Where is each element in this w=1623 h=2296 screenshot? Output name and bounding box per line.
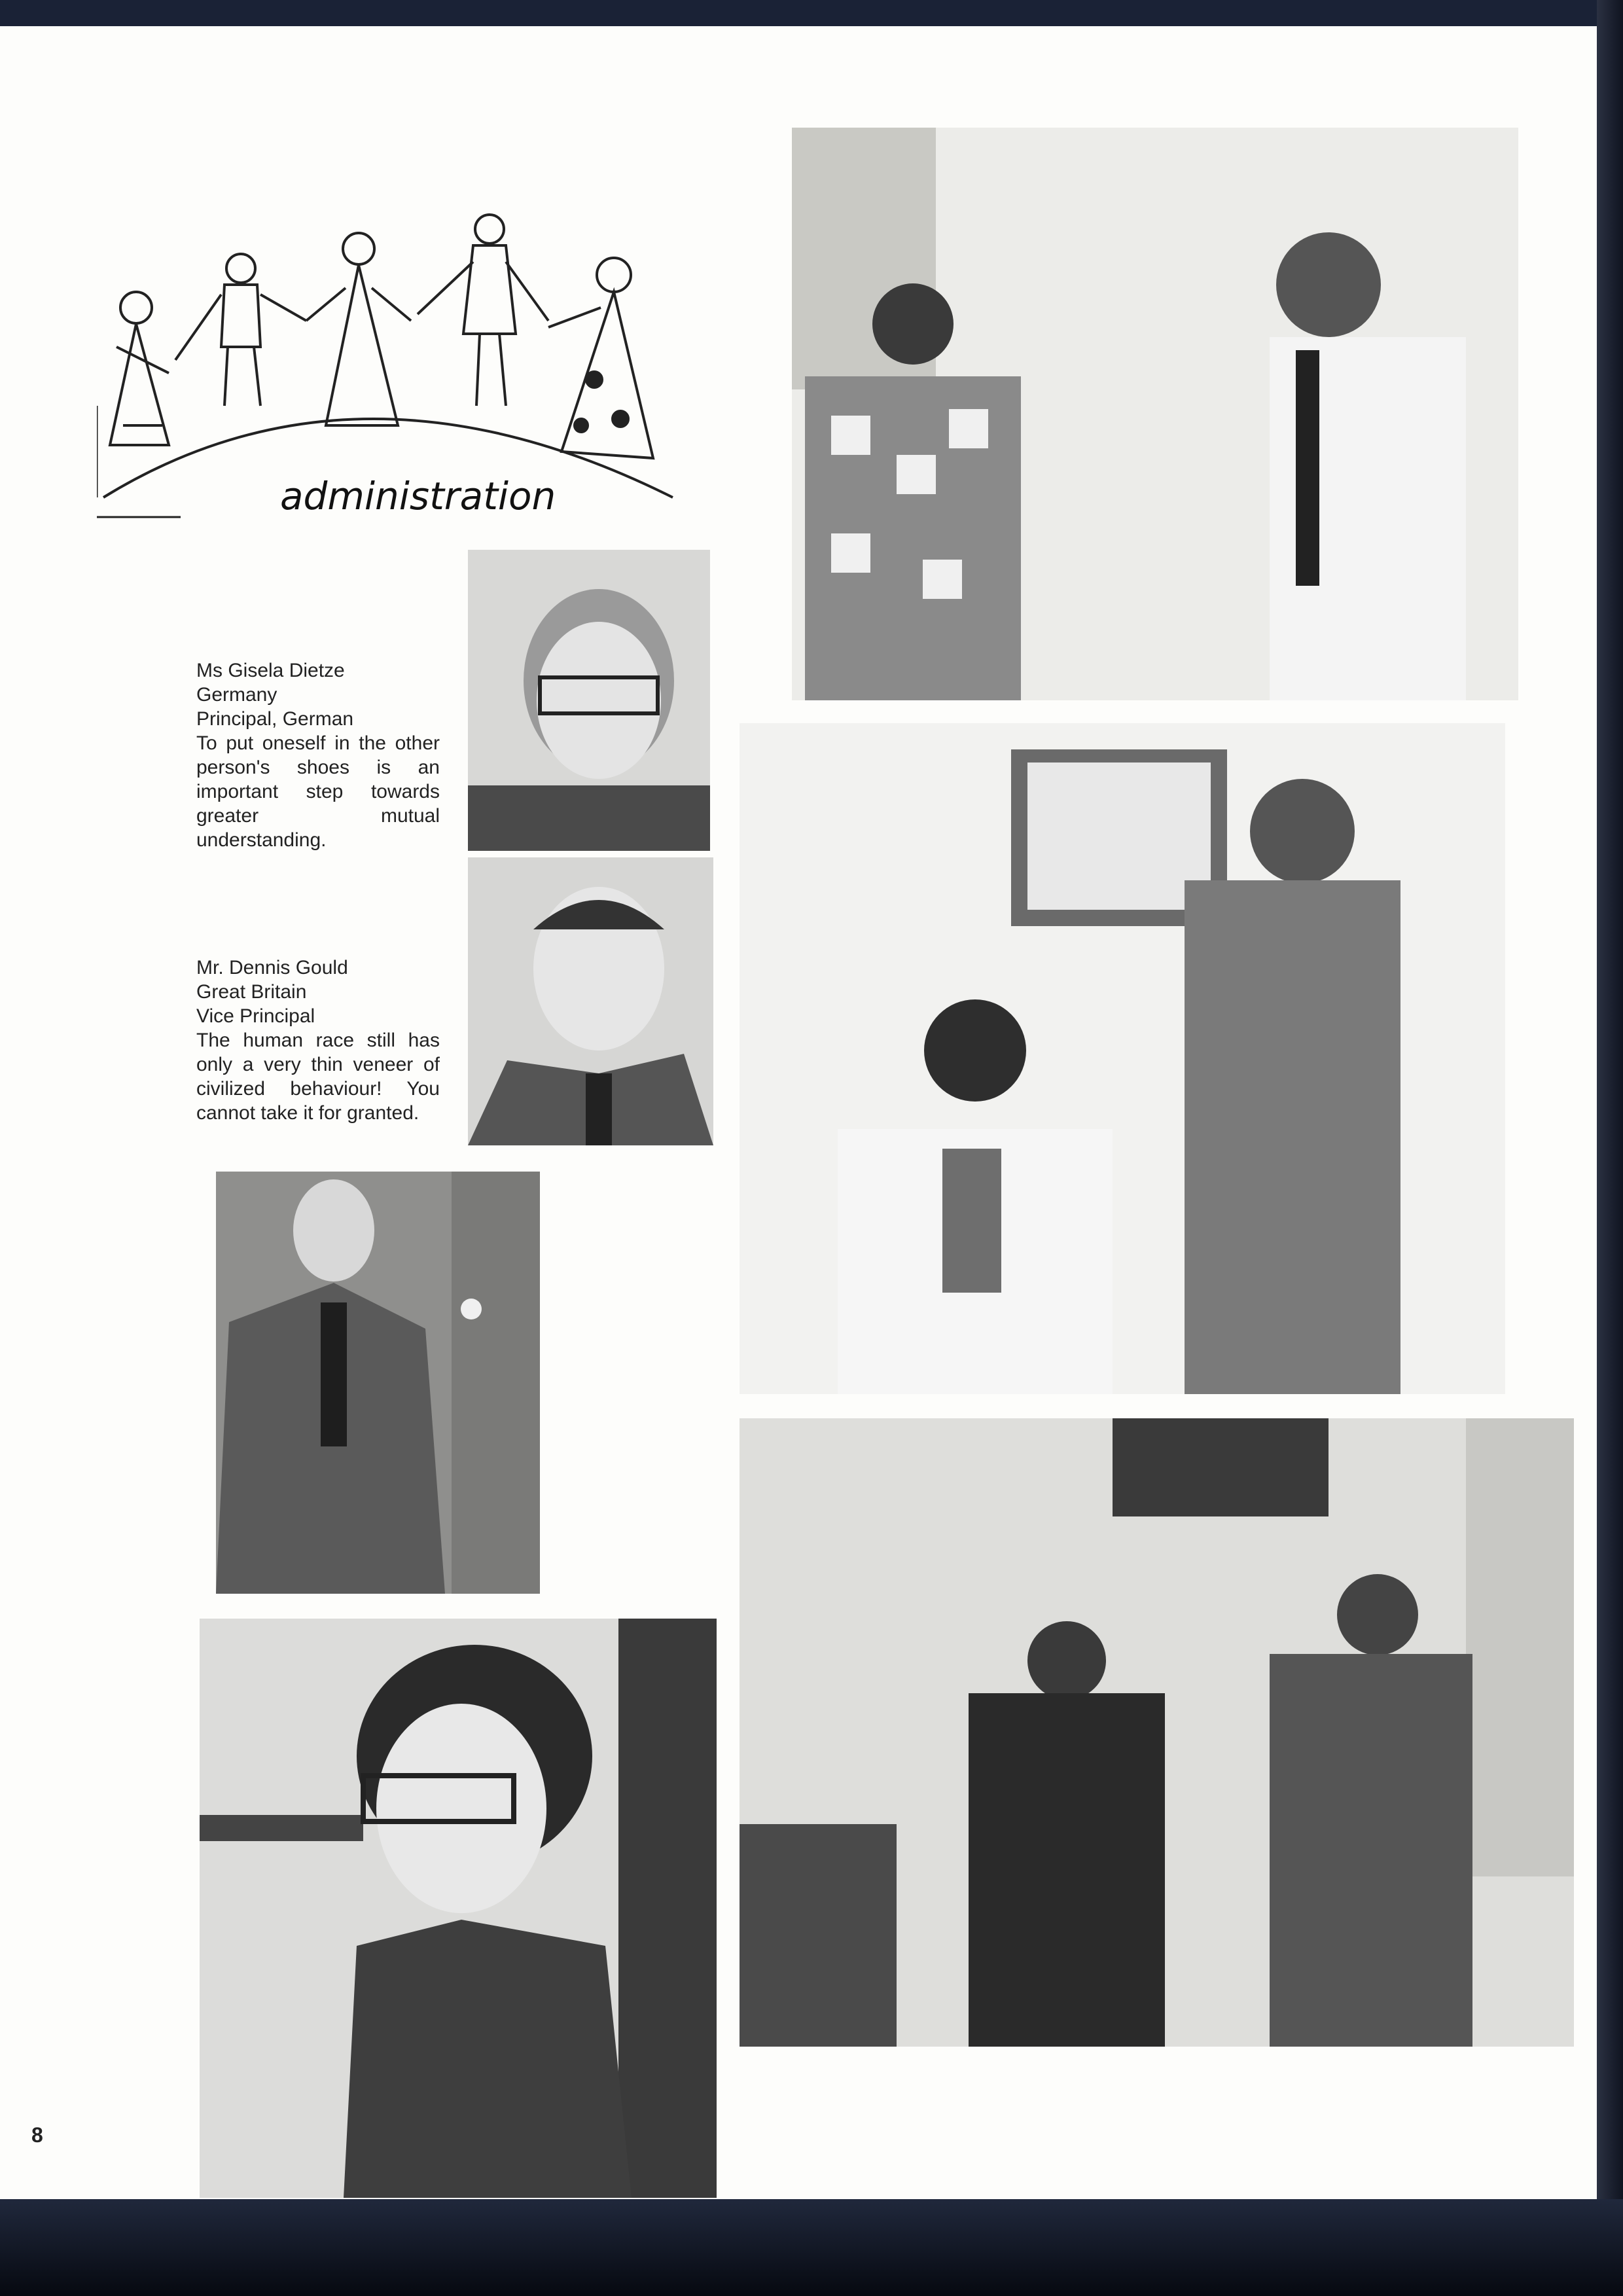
drawn-child-5 [548,258,653,458]
page-number: 8 [31,2123,43,2147]
staff-quote: To put oneself in the other person's shoes is an important step towards greater mutual understanding. [196,732,440,851]
photo-desk-scene [740,723,1505,1394]
photo-woman-glasses [200,1619,717,2198]
staff-name: Mr. Dennis Gould [196,957,348,978]
photo-map-wall [792,128,1518,700]
portrait-gisela-dietze [468,550,710,851]
caption-gisela-dietze [196,658,440,852]
staff-quote: The human race still has only a very thin veneer of civilized behaviour! You cannot take it for granted. [196,1030,440,1124]
drawn-child-2 [175,254,306,406]
section-heading: administration [280,474,556,518]
heading-illustration [97,209,699,537]
caption-dennis-gould [196,956,440,1125]
drawn-child-3 [306,233,411,425]
drawn-child-4 [418,215,548,406]
portrait-dennis-gould [468,857,713,1145]
children-drawing [97,209,699,537]
binder-edge-right [1597,0,1623,2296]
binder-edge-bottom [0,2199,1623,2296]
drawn-child-1 [110,292,169,445]
yearbook-page [0,26,1597,2199]
staff-country: Great Britain [196,981,307,1003]
staff-country: Germany [196,684,277,706]
photo-seated-pair [740,1418,1574,2047]
staff-role: Principal, German [196,708,354,730]
staff-role: Vice Principal [196,1005,315,1027]
photo-man-at-door [216,1172,540,1594]
staff-name: Ms Gisela Dietze [196,660,345,681]
